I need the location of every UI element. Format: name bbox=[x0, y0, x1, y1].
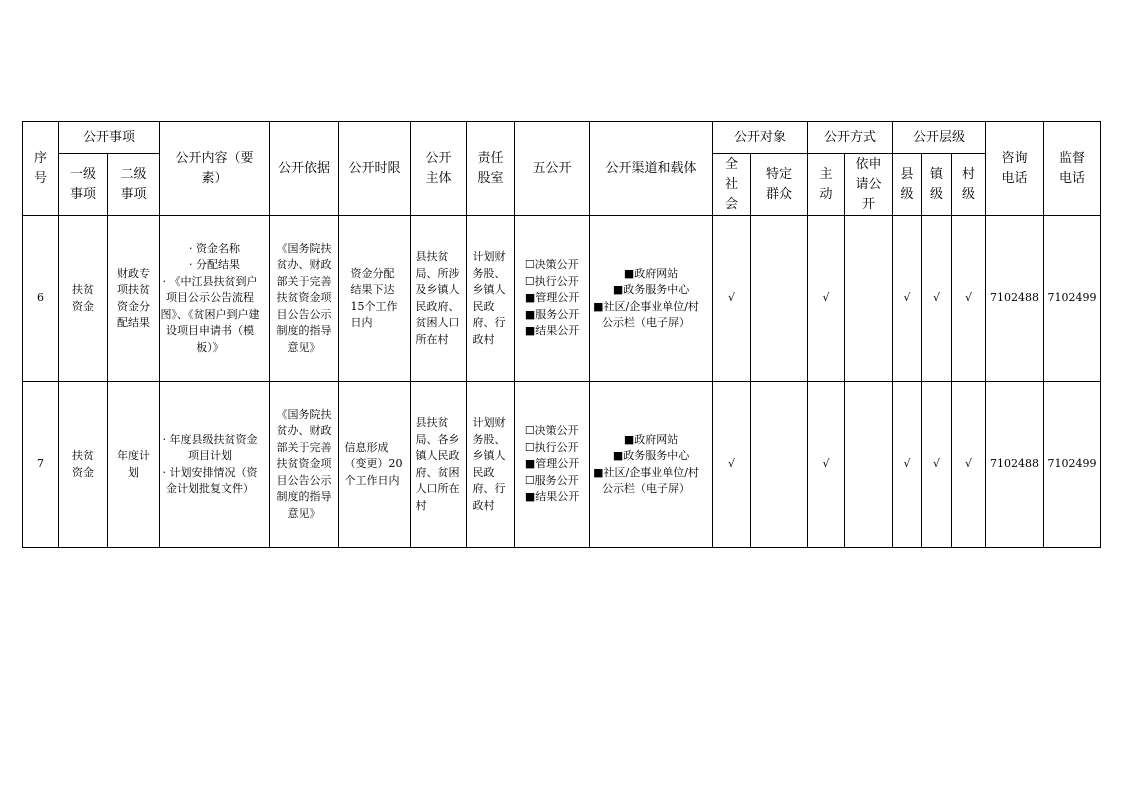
five-open-result: ■结果公开 bbox=[524, 490, 580, 504]
header-mode-apply: 依申请公开 bbox=[845, 154, 893, 216]
header-matters: 公开事项 bbox=[59, 122, 160, 154]
header-target: 公开对象 bbox=[713, 122, 808, 154]
header-mode-active: 主动 bbox=[808, 154, 845, 216]
row-consult-phone: 7102488 bbox=[986, 216, 1044, 382]
table-row bbox=[23, 216, 1101, 382]
disclosure-table bbox=[22, 121, 1101, 548]
row-basis: 《国务院扶贫办、财政部关于完善扶贫资金项目公告公示制度的指导意见》 bbox=[270, 216, 339, 382]
header-time-limit: 公开时限 bbox=[339, 122, 411, 216]
table-row bbox=[23, 382, 1101, 548]
row-content: · 年度县级扶贫资金项目计划 · 计划安排情况（资金计划批复文件） bbox=[160, 382, 270, 548]
header-dept: 责任股室 bbox=[467, 122, 515, 216]
row-subject: 县扶贫局、各乡镇人民政府、贫困人口所在村 bbox=[411, 382, 467, 548]
row-supervise-phone: 7102499 bbox=[1044, 382, 1101, 548]
row-consult-phone: 7102488 bbox=[986, 382, 1044, 548]
row-five-open bbox=[515, 216, 590, 382]
header-level-village: 村级 bbox=[952, 154, 986, 216]
row-channel: ■政府网站 ■政务服务中心 ■社区/企事业单位/村公示栏（电子屏） bbox=[590, 382, 713, 548]
row-time-limit: 资金分配结果下达15个工作日内 bbox=[339, 216, 411, 382]
header-target-all: 全社会 bbox=[713, 154, 751, 216]
header-level2: 二级事项 bbox=[108, 154, 160, 216]
header-channel: 公开渠道和载体 bbox=[590, 122, 713, 216]
row-mode-active: √ bbox=[808, 382, 845, 548]
header-five-open: 五公开 bbox=[515, 122, 590, 216]
row-mode-active: √ bbox=[808, 216, 845, 382]
five-open-result: ■结果公开 bbox=[524, 324, 580, 338]
header-consult-phone: 咨询电话 bbox=[986, 122, 1044, 216]
five-open-management: ■管理公开 bbox=[524, 291, 580, 305]
header-level-county: 县级 bbox=[893, 154, 922, 216]
row-level2: 年度计划 bbox=[108, 382, 160, 548]
five-open-service: ☐服务公开 bbox=[524, 473, 579, 487]
header-seq: 序号 bbox=[23, 122, 59, 216]
row-target-specific bbox=[751, 382, 808, 548]
header-subject: 公开主体 bbox=[411, 122, 467, 216]
row-dept: 计划财务股、乡镇人民政府、行政村 bbox=[467, 216, 515, 382]
row-level-village: √ bbox=[952, 216, 986, 382]
row-target-all: √ bbox=[713, 382, 751, 548]
row-target-all: √ bbox=[713, 216, 751, 382]
five-open-execution: ☐执行公开 bbox=[524, 440, 579, 454]
header-supervise-phone: 监督电话 bbox=[1044, 122, 1101, 216]
row-supervise-phone: 7102499 bbox=[1044, 216, 1101, 382]
row-level-county: √ bbox=[893, 216, 922, 382]
header-content: 公开内容（要素） bbox=[160, 122, 270, 216]
row-mode-apply bbox=[845, 382, 893, 548]
five-open-execution: ☐执行公开 bbox=[524, 274, 579, 288]
five-open-management: ■管理公开 bbox=[524, 457, 580, 471]
five-open-decision: ☐决策公开 bbox=[524, 424, 579, 438]
five-open-decision: ☐决策公开 bbox=[524, 258, 579, 272]
row-mode-apply bbox=[845, 216, 893, 382]
row-level-town: √ bbox=[922, 216, 952, 382]
row-target-specific bbox=[751, 216, 808, 382]
row-dept: 计划财务股、乡镇人民政府、行政村 bbox=[467, 382, 515, 548]
header-level: 公开层级 bbox=[893, 122, 986, 154]
row-level-county: √ bbox=[893, 382, 922, 548]
row-level-town: √ bbox=[922, 382, 952, 548]
row-seq: 6 bbox=[23, 216, 59, 382]
row-subject: 县扶贫局、所涉及乡镇人民政府、贫困人口所在村 bbox=[411, 216, 467, 382]
row-level1: 扶贫资金 bbox=[59, 382, 108, 548]
row-level1: 扶贫资金 bbox=[59, 216, 108, 382]
header-level1: 一级事项 bbox=[59, 154, 108, 216]
row-seq: 7 bbox=[23, 382, 59, 548]
row-content: · 资金名称 · 分配结果 · 《中江县扶贫到户项目公示公告流程图》、《贫困户到户建设项目申请书（模板）》 bbox=[160, 216, 270, 382]
header-basis: 公开依据 bbox=[270, 122, 339, 216]
row-basis: 《国务院扶贫办、财政部关于完善扶贫资金项目公告公示制度的指导意见》 bbox=[270, 382, 339, 548]
row-five-open bbox=[515, 382, 590, 548]
five-open-service: ■服务公开 bbox=[524, 307, 580, 321]
row-time-limit: 信息形成（变更）20个工作日内 bbox=[339, 382, 411, 548]
row-level-village: √ bbox=[952, 382, 986, 548]
row-channel: ■政府网站 ■政务服务中心 ■社区/企事业单位/村公示栏（电子屏） bbox=[590, 216, 713, 382]
header-mode: 公开方式 bbox=[808, 122, 893, 154]
header-target-specific: 特定群众 bbox=[751, 154, 808, 216]
header-level-town: 镇级 bbox=[922, 154, 952, 216]
row-level2: 财政专项扶贫资金分配结果 bbox=[108, 216, 160, 382]
